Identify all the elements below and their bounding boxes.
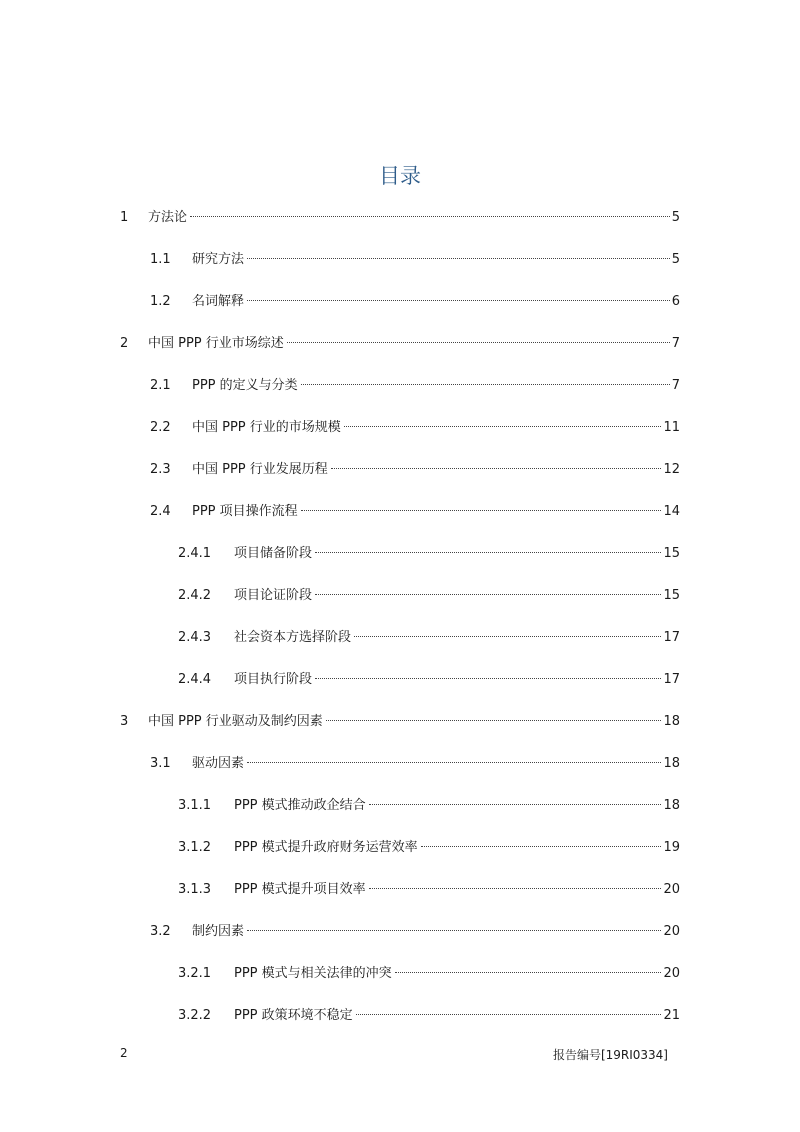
toc-label: 中国 PPP 行业市场综述: [148, 336, 284, 351]
toc-label: 方法论: [148, 210, 188, 225]
toc-label: 中国 PPP 行业驱动及制约因素: [148, 714, 323, 729]
toc-page: 5: [671, 252, 680, 267]
toc-label: 项目储备阶段: [234, 546, 313, 561]
toc-entry[interactable]: [150, 292, 680, 312]
toc-page: 17: [663, 630, 680, 645]
toc-label: PPP 模式提升项目效率: [234, 882, 366, 897]
toc-number: 2.3: [150, 462, 171, 477]
dot-leader: [421, 846, 662, 847]
dot-leader: [247, 258, 670, 259]
toc-entry[interactable]: [150, 376, 680, 396]
dot-leader: [315, 678, 661, 679]
toc-label: 驱动因素: [192, 756, 245, 771]
toc-label: 制约因素: [192, 924, 245, 939]
toc-entry[interactable]: [178, 544, 680, 564]
toc-entry[interactable]: [150, 922, 680, 942]
dot-leader: [190, 216, 670, 217]
toc-entry[interactable]: [178, 670, 680, 690]
toc-entry[interactable]: [150, 460, 680, 480]
toc-number: 3.1.1: [178, 798, 212, 813]
dot-leader: [247, 930, 661, 931]
toc-page: 21: [663, 1008, 680, 1023]
dot-leader: [315, 594, 661, 595]
toc-entry[interactable]: [150, 418, 680, 438]
toc-label: PPP 的定义与分类: [192, 378, 298, 393]
dot-leader: [356, 1014, 662, 1015]
toc-label: 中国 PPP 行业的市场规模: [192, 420, 341, 435]
toc-number: 2: [120, 336, 129, 351]
toc-entry[interactable]: [178, 838, 680, 858]
toc-entry[interactable]: [120, 208, 680, 228]
toc-number: 3.1.3: [178, 882, 212, 897]
toc-label: PPP 政策环境不稳定: [234, 1008, 353, 1023]
dot-leader: [287, 342, 670, 343]
toc-page: 19: [663, 840, 680, 855]
toc-page: 7: [671, 378, 680, 393]
toc-entry[interactable]: [178, 1006, 680, 1026]
toc-page: 11: [663, 420, 680, 435]
dot-leader: [354, 636, 661, 637]
toc-entry[interactable]: [178, 880, 680, 900]
toc-number: 3.2.2: [178, 1008, 212, 1023]
dot-leader: [247, 300, 670, 301]
dot-leader: [331, 468, 662, 469]
toc-page: 7: [671, 336, 680, 351]
page-title: 目录: [379, 164, 421, 188]
toc-number: 3.1: [150, 756, 171, 771]
toc-label: PPP 模式提升政府财务运营效率: [234, 840, 418, 855]
toc-number: 2.4.1: [178, 546, 212, 561]
toc-entry[interactable]: [178, 796, 680, 816]
toc-label: PPP 项目操作流程: [192, 504, 298, 519]
toc-entry[interactable]: [178, 586, 680, 606]
dot-leader: [369, 804, 662, 805]
footer-page-number: 2: [120, 1046, 128, 1060]
toc-label: 社会资本方选择阶段: [234, 630, 352, 645]
toc-entry[interactable]: [150, 250, 680, 270]
dot-leader: [315, 552, 661, 553]
toc-entry[interactable]: [150, 502, 680, 522]
toc-number: 2.1: [150, 378, 171, 393]
dot-leader: [344, 426, 662, 427]
toc-page: 20: [663, 924, 680, 939]
toc-number: 3.2.1: [178, 966, 212, 981]
toc-label: 研究方法: [192, 252, 245, 267]
toc-number: 3.2: [150, 924, 171, 939]
toc-label: PPP 模式与相关法律的冲突: [234, 966, 392, 981]
toc-number: 2.4: [150, 504, 171, 519]
toc-page: 6: [671, 294, 680, 309]
toc-entry[interactable]: [178, 964, 680, 984]
toc-label: 名词解释: [192, 294, 245, 309]
toc-page: 18: [663, 714, 680, 729]
toc-entry[interactable]: [120, 712, 680, 732]
toc-number: 2.4.3: [178, 630, 212, 645]
toc-entry[interactable]: [150, 754, 680, 774]
toc-number: 3.1.2: [178, 840, 212, 855]
toc-page: 5: [671, 210, 680, 225]
dot-leader: [301, 384, 670, 385]
toc-label: 项目论证阶段: [234, 588, 313, 603]
toc-entry[interactable]: [178, 628, 680, 648]
toc-number: 2.4.2: [178, 588, 212, 603]
toc-number: 2.4.4: [178, 672, 212, 687]
toc-number: 3: [120, 714, 129, 729]
toc-page: 20: [663, 882, 680, 897]
toc-page: 15: [663, 546, 680, 561]
dot-leader: [247, 762, 661, 763]
toc-entry[interactable]: [120, 334, 680, 354]
toc-page: 18: [663, 756, 680, 771]
toc-page: 18: [663, 798, 680, 813]
toc-page: 12: [663, 462, 680, 477]
toc-page: 14: [663, 504, 680, 519]
dot-leader: [301, 510, 662, 511]
toc-number: 1: [120, 210, 129, 225]
toc-number: 1.2: [150, 294, 171, 309]
toc-page: 15: [663, 588, 680, 603]
toc-number: 1.1: [150, 252, 171, 267]
toc-label: 项目执行阶段: [234, 672, 313, 687]
dot-leader: [326, 720, 662, 721]
dot-leader: [395, 972, 662, 973]
footer-report-id: 报告编号[19RI0334]: [552, 1048, 668, 1062]
toc-number: 2.2: [150, 420, 171, 435]
toc-page: 20: [663, 966, 680, 981]
toc-label: PPP 模式推动政企结合: [234, 798, 366, 813]
toc-page: 17: [663, 672, 680, 687]
toc-label: 中国 PPP 行业发展历程: [192, 462, 328, 477]
dot-leader: [369, 888, 662, 889]
